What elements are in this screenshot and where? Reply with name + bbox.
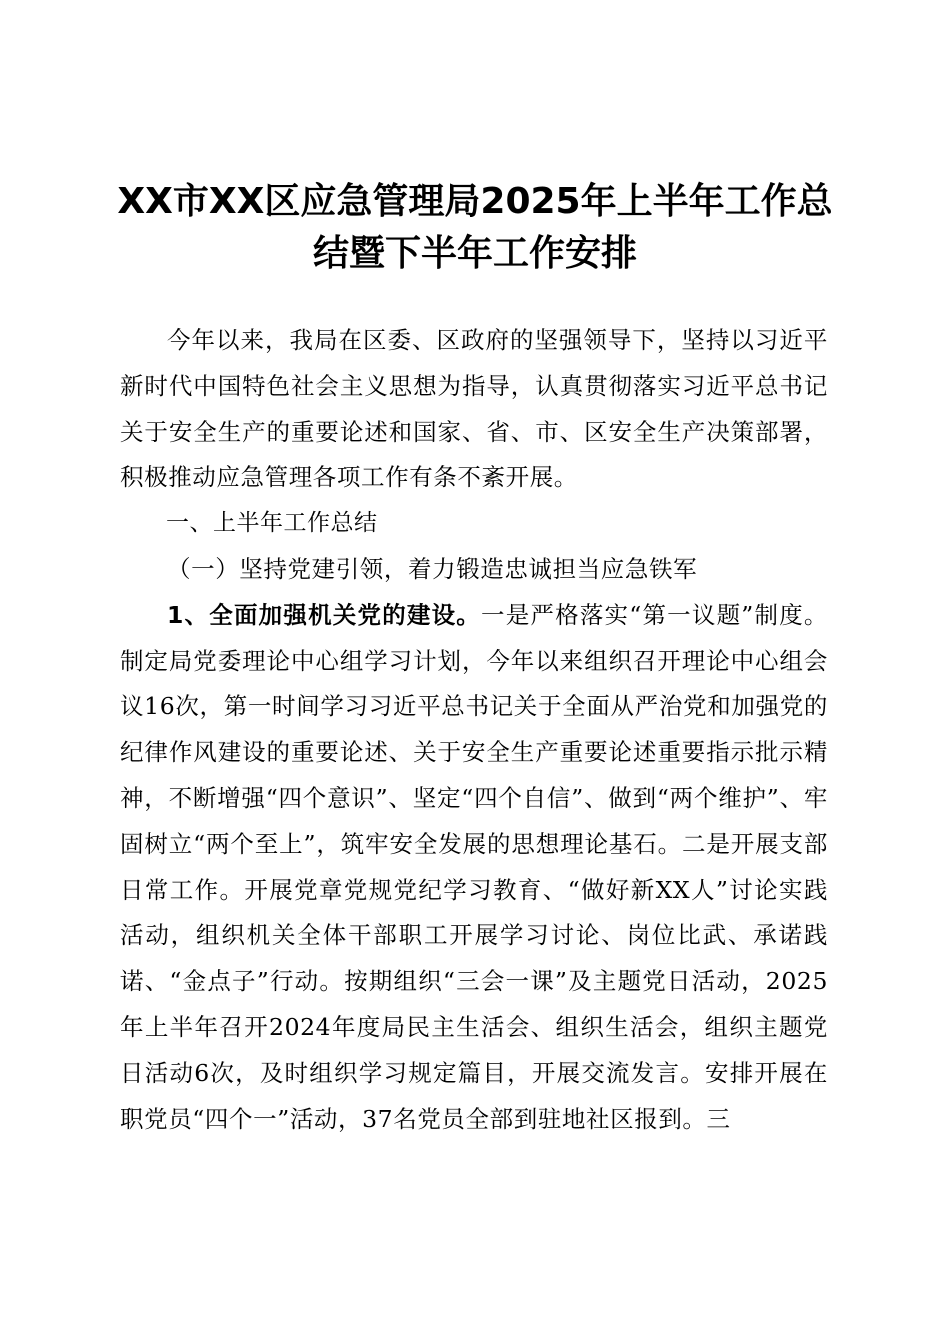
item-paragraph [120, 593, 828, 1143]
title-line-1: XX市XX区应急管理局2025年上半年工作总 [117, 181, 833, 222]
item-text: 一是严格落实“第一议题”制度。制定局党委理论中心组学习计划，今年以来组织召开理论中心组会议16次，第一时间学习习近平总书记关于全面从严治党和加强党的纪律作风建设的重要论述、关于安全生产重要论述重要指示批示精神，不断增强“四个意识”、坚定“四个自信”、做到“两个维护”、牢固树立“两个至上”，筑牢安全发展的思想理论基石。二是开展支部日常工作。开展党章党规党纪学习教育、“做好新XX人”讨论实践活动，组织机关全体干部职工开展学习讨论、岗位比武、承诺践诺、“金点子”行动。按期组织“三会一课”及主题党日活动，2025年上半年召开2024年度局民主生活会、组织生活会，组织主题党日活动6次，及时组织学习规定篇目，开展交流发言。安排开展在职党员“四个一”活动，37名党员全部到驻地社区报到。三 [120, 600, 829, 1133]
section-heading: 一、上半年工作总结 [166, 510, 378, 537]
subsection-heading: （一）坚持党建引领，着力锻造忠诚担当应急铁军 [167, 554, 698, 583]
title-line-2: 结暨下半年工作安排 [312, 233, 637, 274]
intro-paragraph: 今年以来，我局在区委、区政府的坚强领导下，坚持以习近平新时代中国特色社会主义思想为指导，认真贯彻落实习近平总书记关于安全生产的重要论述和国家、省、市、区安全生产决策部署，积极推动应急管理各项工作有条不紊开展。 [120, 326, 828, 492]
document-body [120, 318, 828, 1142]
document-title [100, 176, 850, 280]
item-lead: 1、全面加强机关党的建设。 [167, 600, 482, 629]
